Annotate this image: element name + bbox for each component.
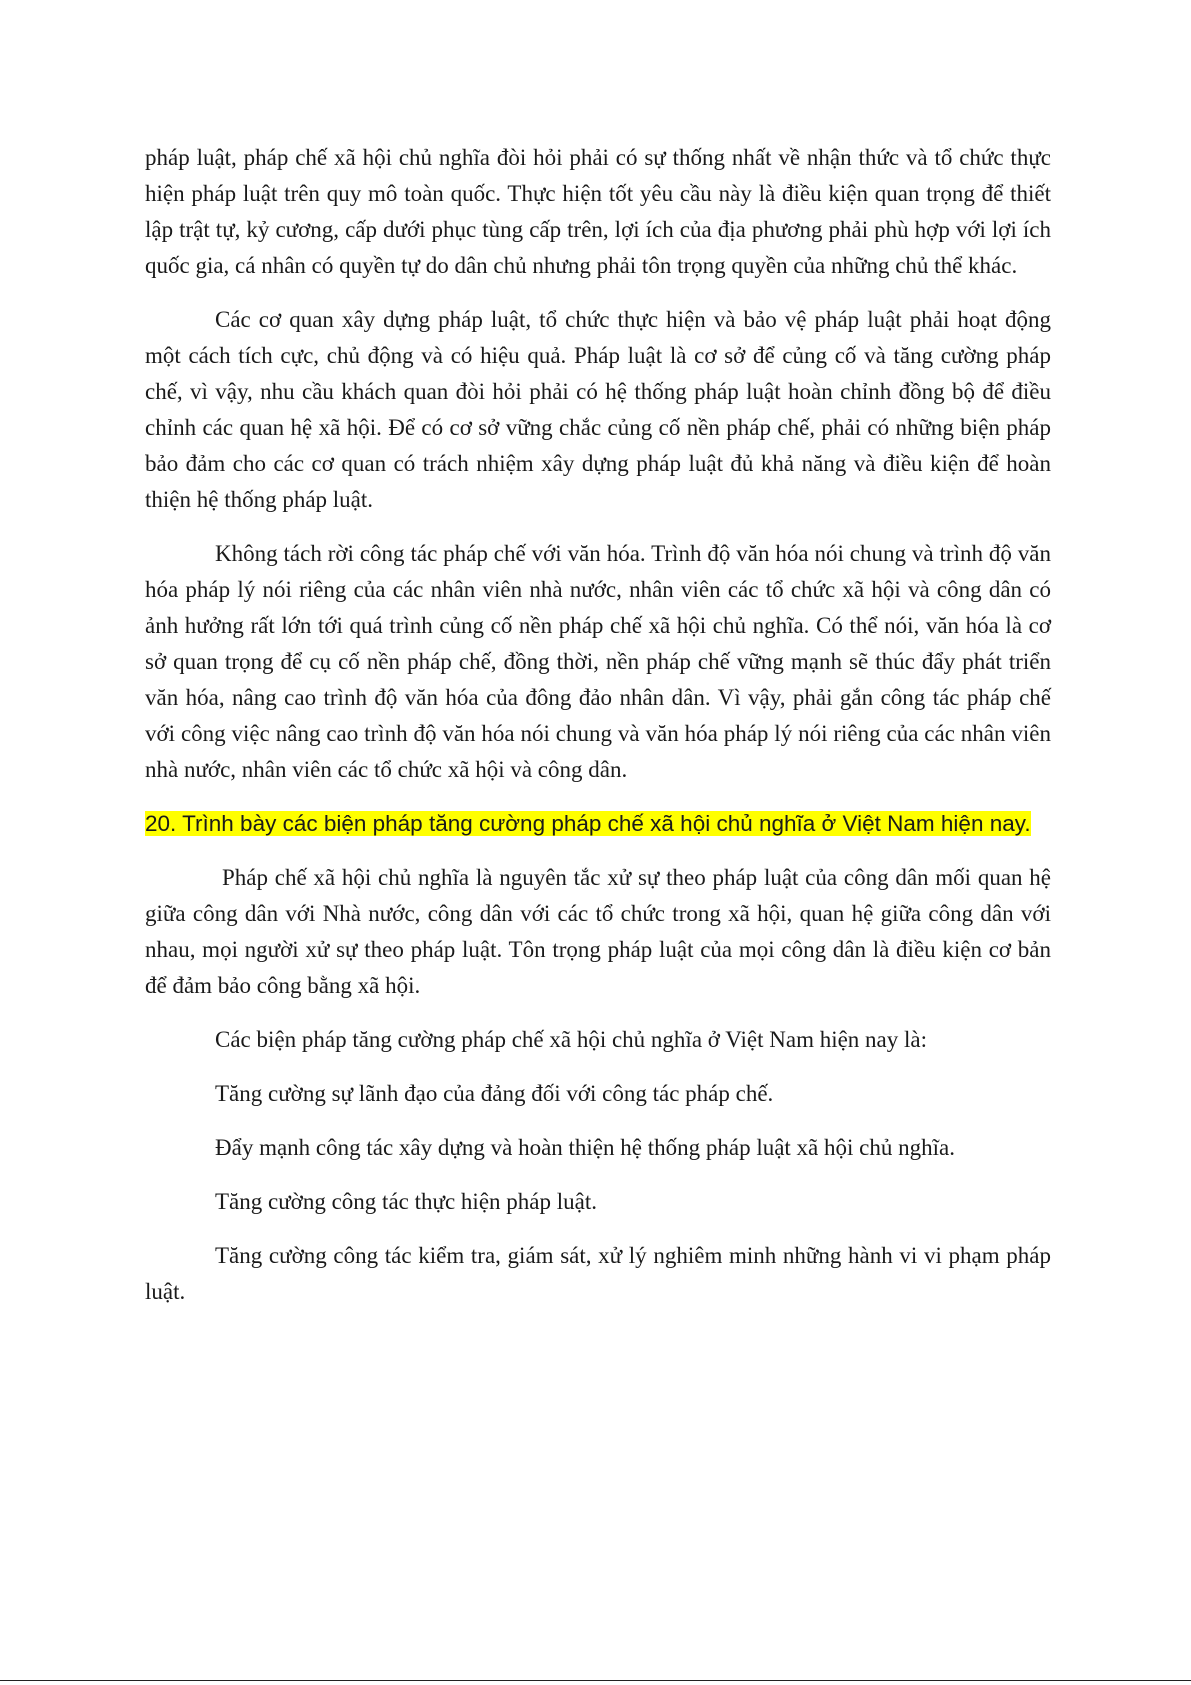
paragraph-measures-intro: Các biện pháp tăng cường pháp chế xã hội chủ nghĩa ở Việt Nam hiện nay là: bbox=[215, 1027, 928, 1052]
document-body bbox=[145, 140, 1051, 1328]
paragraph-law-agencies: Các cơ quan xây dựng pháp luật, tổ chức thực hiện và bảo vệ pháp luật phải hoạt động một cách tích cực, chủ động và có hiệu quả. Pháp luật là cơ sở để củng cố và tăng cường pháp chế, vì vậy, nhu cầu khách quan đòi hỏi phải có hệ thống pháp luật hoàn chỉnh đồng bộ để điều chỉnh các quan hệ xã hội. Để có cơ sở vững chắc củng cố nền pháp chế, phải có những biện pháp bảo đảm cho các cơ quan có trách nhiệm xây dựng pháp luật đủ khả năng và điều kiện để hoàn thiện hệ thống pháp luật. bbox=[145, 307, 1051, 512]
measure-inspection: Tăng cường công tác kiểm tra, giám sát, xử lý nghiêm minh những hành vi vi phạm pháp luật. bbox=[145, 1243, 1051, 1304]
question-heading bbox=[145, 806, 1051, 842]
measure-legal-system: Đẩy mạnh công tác xây dựng và hoàn thiện hệ thống pháp luật xã hội chủ nghĩa. bbox=[215, 1135, 955, 1160]
highlighted-question: 20. Trình bày các biện pháp tăng cường pháp chế xã hội chủ nghĩa ở Việt Nam hiện nay. bbox=[145, 811, 1031, 836]
paragraph-continuation: pháp luật, pháp chế xã hội chủ nghĩa đòi hỏi phải có sự thống nhất về nhận thức và tổ chức thực hiện pháp luật trên quy mô toàn quốc. Thực hiện tốt yêu cầu này là điều kiện quan trọng để thiết lập trật tự, kỷ cương, cấp dưới phục tùng cấp trên, lợi ích của địa phương phải phù hợp với lợi ích quốc gia, cá nhân có quyền tự do dân chủ nhưng phải tôn trọng quyền của những chủ thể khác. bbox=[145, 145, 1051, 278]
footer-divider bbox=[0, 1680, 1191, 1681]
measure-law-implementation: Tăng cường công tác thực hiện pháp luật. bbox=[215, 1189, 597, 1214]
paragraph-definition: Pháp chế xã hội chủ nghĩa là nguyên tắc xử sự theo pháp luật của công dân mối quan hệ giữa công dân với Nhà nước, công dân với các tổ chức trong xã hội, quan hệ giữa công dân với nhau, mọi người xử sự theo pháp luật. Tôn trọng pháp luật của mọi công dân là điều kiện cơ bản để đảm bảo công bằng xã hội. bbox=[145, 865, 1051, 998]
measure-party-leadership: Tăng cường sự lãnh đạo của đảng đối với công tác pháp chế. bbox=[215, 1081, 774, 1106]
paragraph-culture: Không tách rời công tác pháp chế với văn hóa. Trình độ văn hóa nói chung và trình độ văn hóa pháp lý nói riêng của các nhân viên nhà nước, nhân viên các tổ chức xã hội và công dân có ảnh hưởng rất lớn tới quá trình củng cố nền pháp chế xã hội chủ nghĩa. Có thể nói, văn hóa là cơ sở quan trọng để cụ cố nền pháp chế, đồng thời, nền pháp chế vững mạnh sẽ thúc đẩy phát triển văn hóa, nâng cao trình độ văn hóa của đông đảo nhân dân. Vì vậy, phải gắn công tác pháp chế với công việc nâng cao trình độ văn hóa nói chung và văn hóa pháp lý nói riêng của các nhân viên nhà nước, nhân viên các tổ chức xã hội và công dân. bbox=[145, 541, 1051, 782]
